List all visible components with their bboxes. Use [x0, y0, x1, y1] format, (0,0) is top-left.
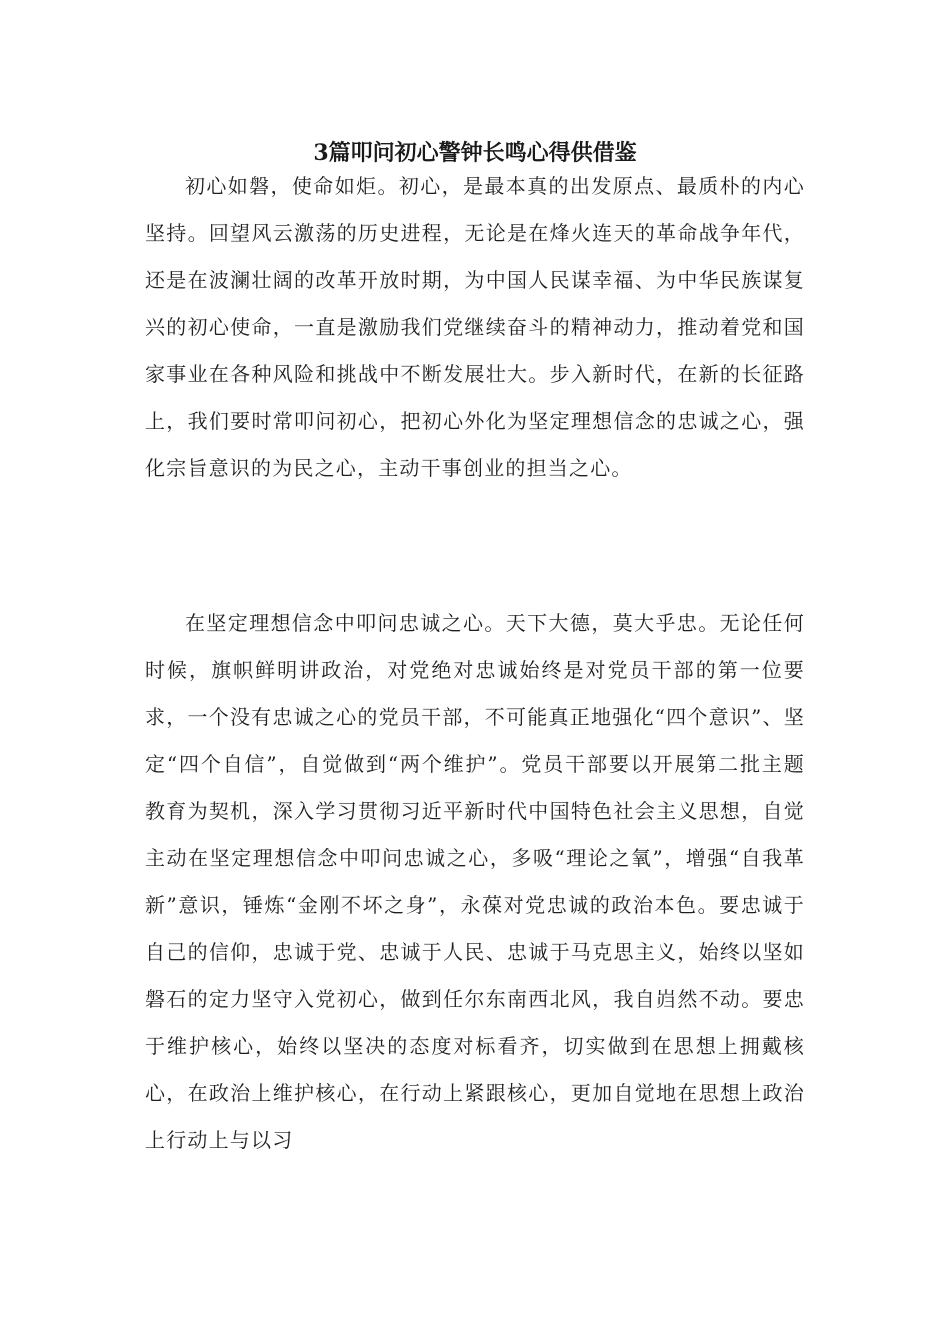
document-title: 3篇叩问初心警钟长鸣心得供借鉴: [313, 140, 637, 166]
paragraph-intro: 初心如磐，使命如炬。初心，是最本真的出发原点、最质朴的内心坚持。回望风云激荡的历史进程，无论是在烽火连天的革命战争年代，还是在波澜壮阔的改革开放时期，为中国人民谋幸福、为中华民族谋复兴的初心使命，一直是激励我们党继续奋斗的精神动力，推动着党和国家事业在各种风险和挑战中不断发展壮大。步入新时代，在新的长征路上，我们要时常叩问初心，把初心外化为坚定理想信念的忠诚之心，强化宗旨意识的为民之心，主动干事创业的担当之心。: [145, 174, 805, 480]
paragraph-loyalty: 在坚定理想信念中叩问忠诚之心。天下大德，莫大乎忠。无论任何时候，旗帜鲜明讲政治，对党绝对忠诚始终是对党员干部的第一位要求，一个没有忠诚之心的党员干部，不可能真正地强化“四个意识”、坚定“四个自信”，自觉做到“两个维护”。党员干部要以开展第二批主题教育为契机，深入学习贯彻习近平新时代中国特色社会主义思想，自觉主动在坚定理想信念中叩问忠诚之心，多吸“理论之氧”，增强“自我革新”意识，锤炼“金刚不坏之身”，永葆对党忠诚的政治本色。要忠诚于自己的信仰，忠诚于党、忠诚于人民、忠诚于马克思主义，始终以坚如磐石的定力坚守入党初心，做到任尔东南西北风，我自岿然不动。要忠于维护核心，始终以坚决的态度对标看齐，切实做到在思想上拥戴核心，在政治上维护核心，在行动上紧跟核心，更加自觉地在思想上政治上行动上与以习: [145, 611, 805, 1152]
